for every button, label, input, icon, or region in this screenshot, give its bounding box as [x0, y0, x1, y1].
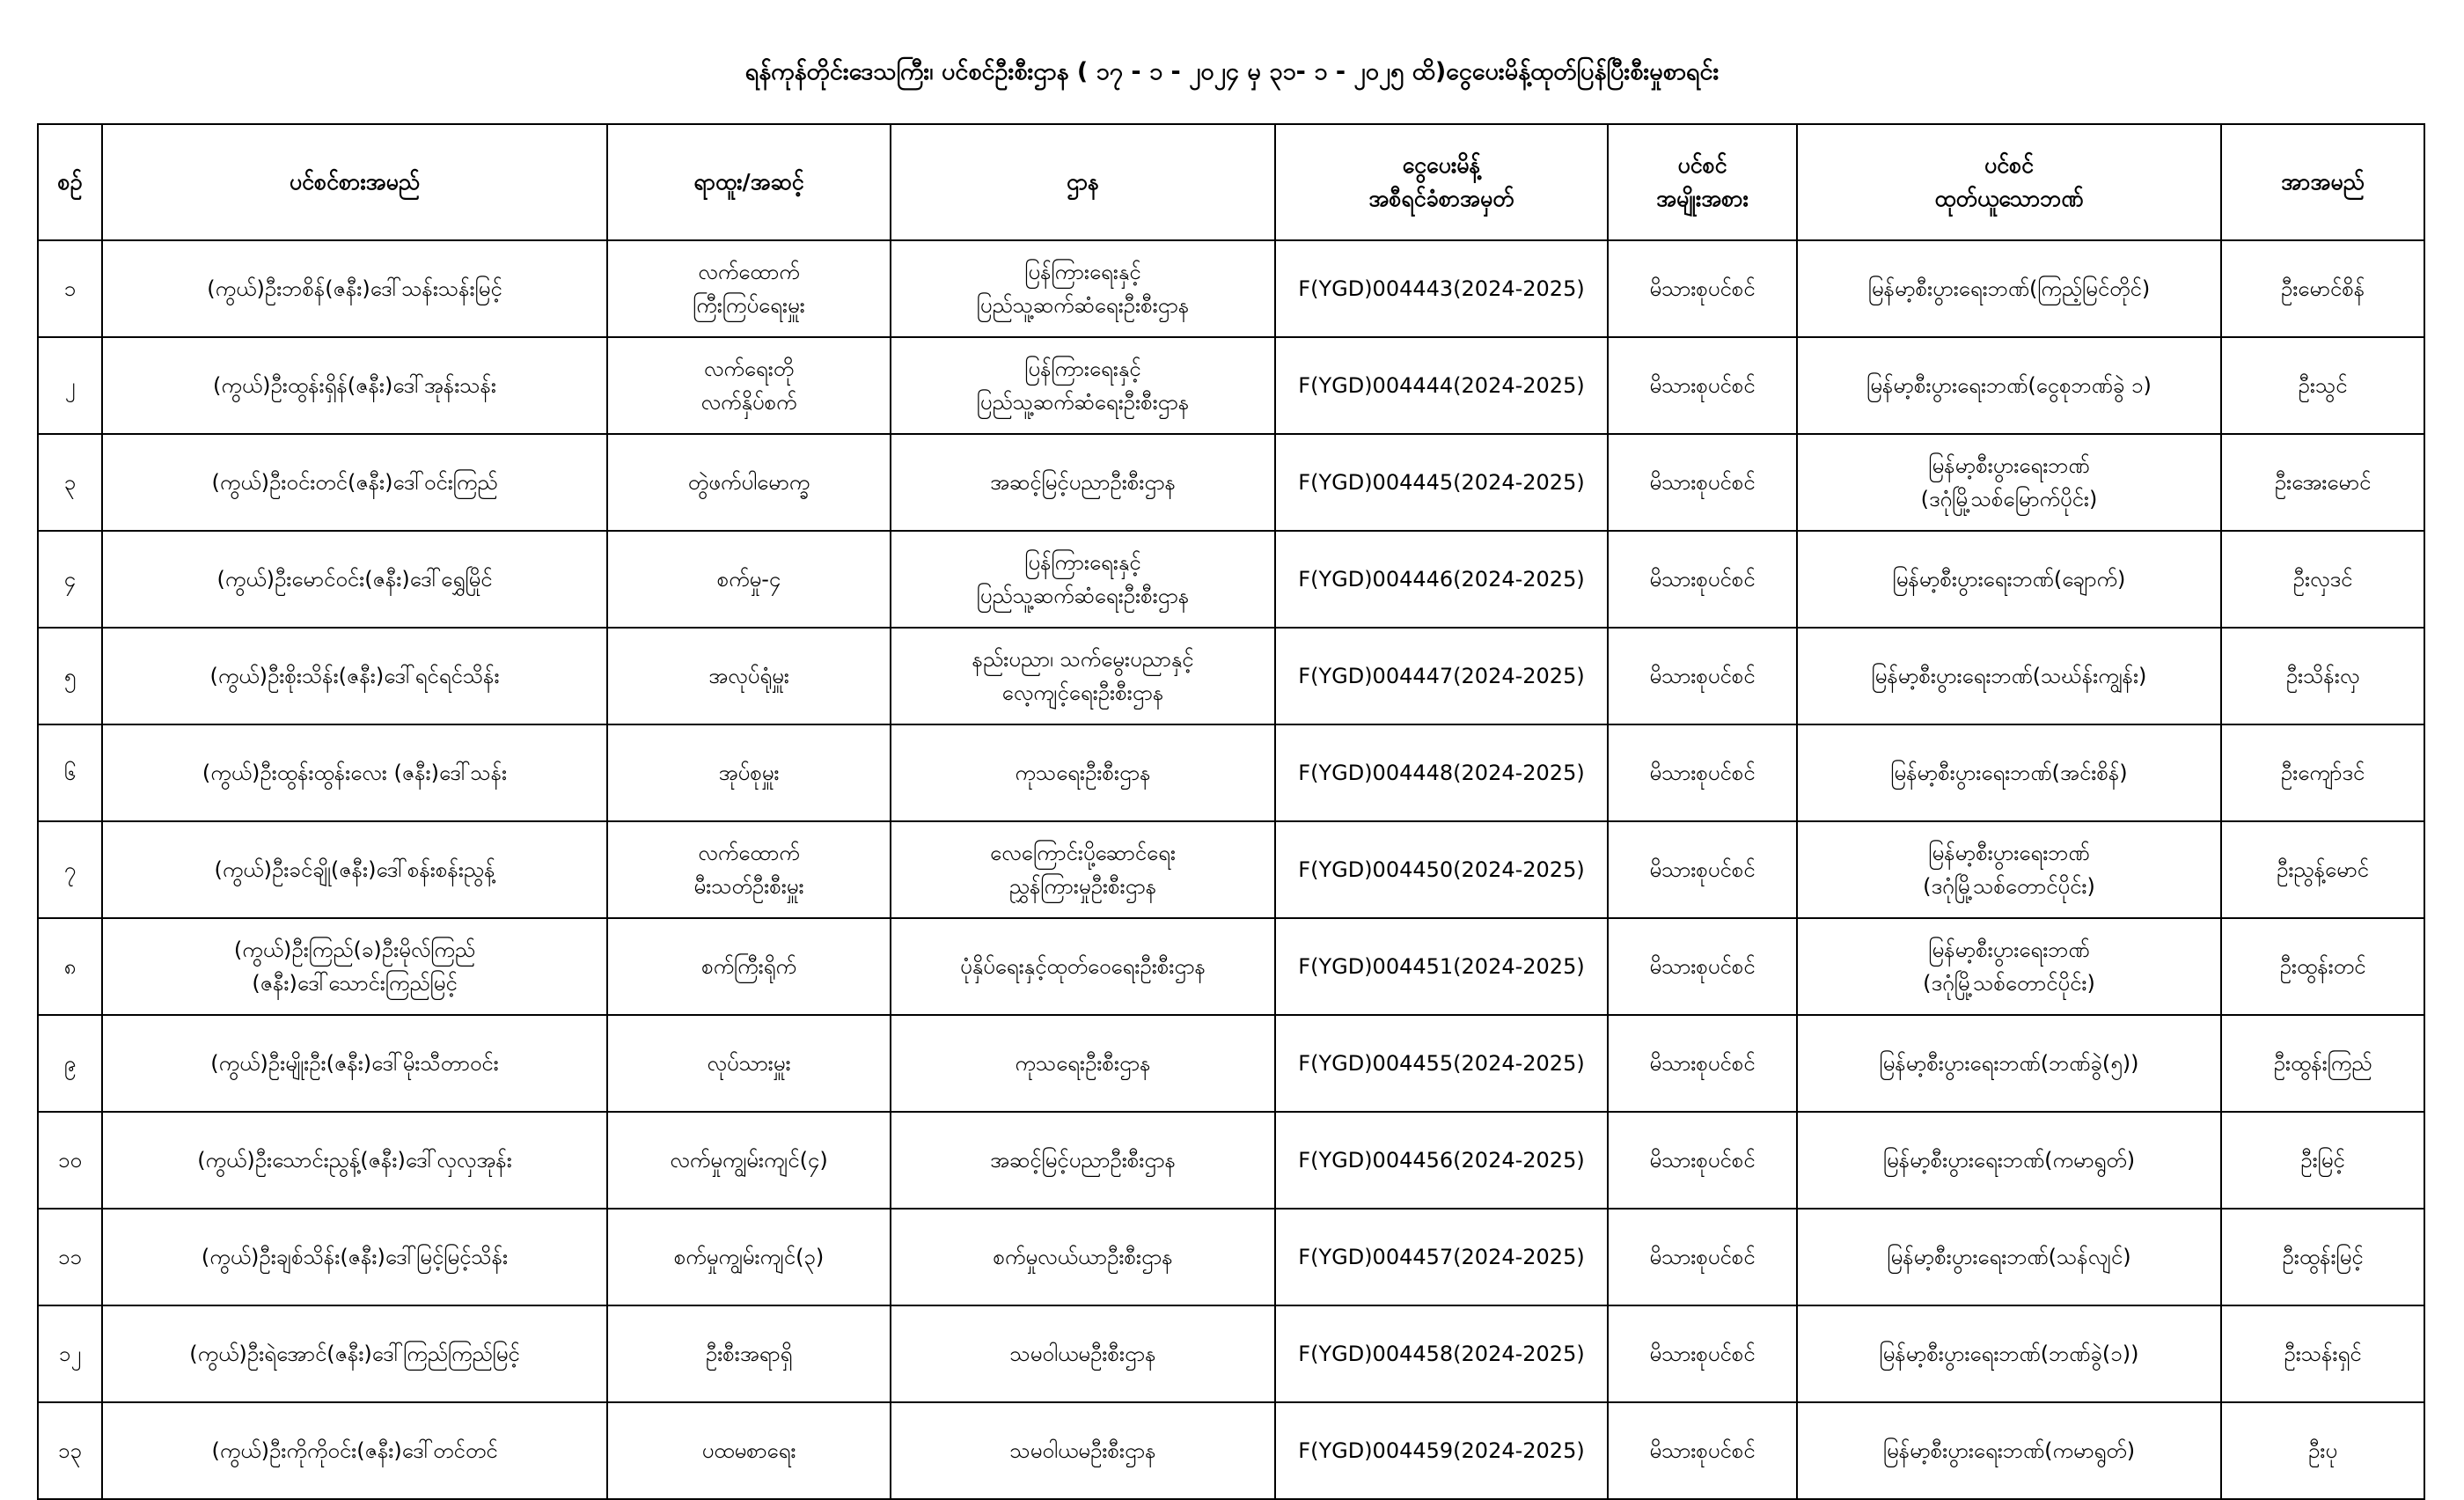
table-row — [38, 531, 2424, 628]
header-text: ဌာန — [1066, 169, 1100, 195]
payment-order-number-cell: F(YGD)004458(2024-2025) — [1275, 1305, 1608, 1402]
header-text: အမျိုးအစား — [1656, 186, 1749, 211]
department-cell — [891, 1305, 1275, 1402]
table-row — [38, 1209, 2424, 1305]
table-row — [38, 1402, 2424, 1499]
rank-cell — [607, 1402, 891, 1499]
rank-cell — [607, 1305, 891, 1402]
rank-cell — [607, 1112, 891, 1209]
cell-text-line: လေကြောင်းပို့ဆောင်ရေး — [990, 841, 1176, 865]
table-row — [38, 918, 2424, 1015]
header-bank — [1797, 124, 2221, 240]
department-cell — [891, 1015, 1275, 1112]
pensioner-name-cell — [102, 628, 607, 724]
bank-cell — [1797, 240, 2221, 337]
header-text: ပင်စင် — [1984, 152, 2035, 178]
cell-text-line: မြန်မာ့စီးပွားရေးဘဏ် — [1928, 841, 2090, 865]
heir-name-cell: ဦးပု — [2221, 1402, 2424, 1499]
serial-number-cell: ၈ — [38, 918, 102, 1015]
cell-text-line: မြန်မာ့စီးပွားရေးဘဏ် — [1928, 938, 2090, 962]
payment-order-number-cell: F(YGD)004450(2024-2025) — [1275, 821, 1608, 918]
serial-number-cell: ၁၂ — [38, 1305, 102, 1402]
cell-text-line: မြန်မာ့စီးပွားရေးဘဏ်(ကြည့်မြင်တိုင်) — [1867, 276, 2151, 301]
cell-text-line: လုပ်သားမှူး — [707, 1051, 791, 1076]
table-row — [38, 821, 2424, 918]
payment-order-number-cell: F(YGD)004457(2024-2025) — [1275, 1209, 1608, 1305]
department-cell — [891, 434, 1275, 531]
rank-cell — [607, 434, 891, 531]
department-cell — [891, 724, 1275, 821]
pension-type-cell: မိသားစုပင်စင် — [1608, 1209, 1797, 1305]
cell-text-line: အဆင့်မြင့်ပညာဦးစီးဌာန — [990, 470, 1176, 495]
cell-text-line: မြန်မာ့စီးပွားရေးဘဏ်(သန်လျင်) — [1887, 1245, 2131, 1269]
rank-cell — [607, 240, 891, 337]
cell-text-line: အဆင့်မြင့်ပညာဦးစီးဌာန — [990, 1148, 1176, 1173]
cell-text-line: လက်ထောက် — [698, 841, 800, 865]
pension-type-cell: မိသားစုပင်စင် — [1608, 821, 1797, 918]
cell-text-line: ဦးစီးအရာရှိ — [705, 1342, 793, 1366]
cell-text-line: သမဝါယမဦးစီးဌာန — [1009, 1342, 1156, 1366]
table-row — [38, 337, 2424, 434]
cell-text-line: (ဇနီး)ဒေါ်သောင်းကြည်မြင့် — [252, 971, 458, 996]
cell-text-line: မြန်မာ့စီးပွားရေးဘဏ်(ချောက်) — [1892, 567, 2126, 592]
cell-text-line: ပြည်သူ့ဆက်ဆံရေးဦးစီးဌာန — [976, 584, 1190, 608]
cell-text-line: (ကွယ်)ဦးချစ်သိန်း(ဇနီး)ဒေါ်မြင့်မြင့်သိန်း — [201, 1245, 509, 1269]
department-cell — [891, 1112, 1275, 1209]
serial-number-cell: ၂ — [38, 337, 102, 434]
pension-type-cell: မိသားစုပင်စင် — [1608, 337, 1797, 434]
cell-text-line: သမဝါယမဦးစီးဌာန — [1009, 1438, 1156, 1463]
pension-type-cell: မိသားစုပင်စင် — [1608, 918, 1797, 1015]
payment-order-number-cell: F(YGD)004444(2024-2025) — [1275, 337, 1608, 434]
pensioner-name-cell — [102, 821, 607, 918]
cell-text-line: (ဒဂုံမြို့သစ်တောင်ပိုင်း) — [1923, 874, 2095, 899]
table-row — [38, 1112, 2424, 1209]
cell-text-line: မြန်မာ့စီးပွားရေးဘဏ်(ဘဏ်ခွဲ(၅)) — [1879, 1051, 2139, 1076]
cell-text-line: စက်မှုလယ်ယာဦးစီးဌာန — [993, 1245, 1173, 1269]
cell-text-line: ပြန်ကြားရေးနှင့် — [1024, 357, 1141, 381]
pensioner-name-cell — [102, 918, 607, 1015]
table-row — [38, 434, 2424, 531]
cell-text-line: လက်မှုကျွမ်းကျင်(၄) — [670, 1148, 828, 1173]
cell-text-line: မီးသတ်ဦးစီးမှူး — [693, 874, 804, 899]
table-row — [38, 628, 2424, 724]
department-cell — [891, 628, 1275, 724]
pension-type-cell: မိသားစုပင်စင် — [1608, 1402, 1797, 1499]
bank-cell — [1797, 434, 2221, 531]
bank-cell — [1797, 628, 2221, 724]
header-payment-order-number — [1275, 124, 1608, 240]
heir-name-cell: ဦးကျော်ဒင် — [2221, 724, 2424, 821]
cell-text-line: ပထမစာရေး — [701, 1438, 796, 1463]
bank-cell — [1797, 918, 2221, 1015]
payment-order-number-cell: F(YGD)004443(2024-2025) — [1275, 240, 1608, 337]
rank-cell — [607, 531, 891, 628]
cell-text-line: ပုံနှိပ်ရေးနှင့်ထုတ်ဝေရေးဦးစီးဌာန — [960, 954, 1206, 979]
cell-text-line: (ကွယ်)ဦးစိုးသိန်း(ဇနီး)ဒေါ်ရင်ရင်သိန်း — [209, 664, 500, 688]
serial-number-cell: ၇ — [38, 821, 102, 918]
cell-text-line: (ကွယ်)ဦးသောင်းညွန့်(ဇနီး)ဒေါ်လှလှအုန်း — [197, 1148, 512, 1173]
table-body — [38, 240, 2424, 1499]
cell-text-line: မြန်မာ့စီးပွားရေးဘဏ်(အင်းစိန်) — [1890, 761, 2128, 785]
cell-text-line: အုပ်စုမှူး — [718, 761, 780, 785]
payment-order-number-cell: F(YGD)004446(2024-2025) — [1275, 531, 1608, 628]
heir-name-cell: ဦးထွန်းကြည် — [2221, 1015, 2424, 1112]
cell-text-line: (ကွယ်)ဦးဘစိန်(ဇနီး)ဒေါ်သန်းသန်းမြင့် — [207, 276, 502, 301]
payment-order-number-cell: F(YGD)004448(2024-2025) — [1275, 724, 1608, 821]
cell-text-line: ပြန်ကြားရေးနှင့် — [1024, 260, 1141, 284]
pensioner-name-cell — [102, 240, 607, 337]
cell-text-line: တွဲဖက်ပါမောက္ခ — [687, 470, 810, 495]
cell-text-line: (ဒဂုံမြို့သစ်မြောက်ပိုင်း) — [1920, 487, 2098, 511]
heir-name-cell: ဦးထွန်းတင် — [2221, 918, 2424, 1015]
header-heir-name — [2221, 124, 2424, 240]
heir-name-cell: ဦးလှဒင် — [2221, 531, 2424, 628]
cell-text-line: ညွှန်ကြားမှုဦးစီးဌာန — [1008, 874, 1157, 899]
rank-cell — [607, 628, 891, 724]
bank-cell — [1797, 1402, 2221, 1499]
heir-name-cell: ဦးထွန်းမြင့် — [2221, 1209, 2424, 1305]
payment-order-number-cell: F(YGD)004459(2024-2025) — [1275, 1402, 1608, 1499]
serial-number-cell: ၉ — [38, 1015, 102, 1112]
cell-text-line: မြန်မာ့စီးပွားရေးဘဏ် — [1928, 453, 2090, 478]
cell-text-line: မြန်မာ့စီးပွားရေးဘဏ်(ဘဏ်ခွဲ(၁)) — [1879, 1342, 2139, 1366]
pensioner-name-cell — [102, 724, 607, 821]
heir-name-cell: ဦးသန်းရှင် — [2221, 1305, 2424, 1402]
header-text: အစီရင်ခံစာအမှတ် — [1368, 186, 1514, 211]
department-cell — [891, 1402, 1275, 1499]
heir-name-cell: ဦးသွင် — [2221, 337, 2424, 434]
pension-type-cell: မိသားစုပင်စင် — [1608, 1112, 1797, 1209]
pension-type-cell: မိသားစုပင်စင် — [1608, 1305, 1797, 1402]
bank-cell — [1797, 531, 2221, 628]
cell-text-line: စက်မှုကျွမ်းကျင်(၃) — [673, 1245, 825, 1269]
pensioner-name-cell — [102, 1112, 607, 1209]
bank-cell — [1797, 1015, 2221, 1112]
cell-text-line: (ကွယ်)ဦးထွန်းထွန်းလေး (ဇနီး)ဒေါ်သန်း — [202, 761, 508, 785]
header-pensioner-name — [102, 124, 607, 240]
rank-cell — [607, 918, 891, 1015]
header-text: ရာထူး/အဆင့် — [693, 169, 804, 195]
serial-number-cell: ၅ — [38, 628, 102, 724]
department-cell — [891, 531, 1275, 628]
payment-order-number-cell: F(YGD)004456(2024-2025) — [1275, 1112, 1608, 1209]
table-header-row — [38, 124, 2424, 240]
header-text: ထုတ်ယူသောဘဏ် — [1934, 186, 2084, 211]
cell-text-line: (ကွယ်)ဦးကြည်(ခ)ဦးမိုလ်ကြည် — [233, 938, 476, 962]
pension-type-cell: မိသားစုပင်စင် — [1608, 240, 1797, 337]
department-cell — [891, 918, 1275, 1015]
cell-text-line: လက်နှိပ်စက် — [700, 390, 797, 415]
cell-text-line: ပြည်သူ့ဆက်ဆံရေးဦးစီးဌာန — [976, 293, 1190, 318]
cell-text-line: အလုပ်ရုံမှူး — [708, 664, 789, 688]
heir-name-cell: ဦးမြင့် — [2221, 1112, 2424, 1209]
cell-text-line: မြန်မာ့စီးပွားရေးဘဏ်(ငွေစုဘဏ်ခွဲ ၁) — [1866, 373, 2152, 398]
pensioner-name-cell — [102, 531, 607, 628]
payment-order-number-cell: F(YGD)004451(2024-2025) — [1275, 918, 1608, 1015]
header-department — [891, 124, 1275, 240]
pension-table — [37, 123, 2425, 1500]
cell-text-line: မြန်မာ့စီးပွားရေးဘဏ်(ကမာရွတ်) — [1882, 1438, 2136, 1463]
pension-type-cell: မိသားစုပင်စင် — [1608, 434, 1797, 531]
cell-text-line: (ကွယ်)ဦးမောင်ဝင်း(ဇနီး)ဒေါ်ရွှေမြိုင် — [216, 567, 493, 592]
header-rank — [607, 124, 891, 240]
bank-cell — [1797, 724, 2221, 821]
table-row — [38, 240, 2424, 337]
rank-cell — [607, 337, 891, 434]
cell-text-line: လေ့ကျင့်ရေးဦးစီးဌာန — [1001, 680, 1164, 705]
cell-text-line: (ကွယ်)ဦးကိုကိုဝင်း(ဇနီး)ဒေါ်တင်တင် — [211, 1438, 498, 1463]
cell-text-line: (ကွယ်)ဦးမျိုးဦး(ဇနီး)ဒေါ်မိုးသီတာဝင်း — [210, 1051, 499, 1076]
cell-text-line: နည်းပညာ၊ သက်မွေးပညာနှင့် — [972, 647, 1194, 672]
cell-text-line: (ကွယ်)ဦးဝင်းတင်(ဇနီး)ဒေါ်ဝင်းကြည် — [211, 470, 498, 495]
heir-name-cell: ဦးမောင်စိန် — [2221, 240, 2424, 337]
bank-cell — [1797, 1209, 2221, 1305]
header-text: ပင်စင်စားအမည် — [289, 169, 421, 195]
table-row — [38, 1015, 2424, 1112]
department-cell — [891, 1209, 1275, 1305]
department-cell — [891, 821, 1275, 918]
document-title: ရန်ကုန်တိုင်းဒေသကြီး၊ ပင်စင်ဦးစီးဌာန ( ၁၇ - ၁ - ၂၀၂၄ မှ ၃၁- ၁ - ၂၀၂၅ ထိ)ငွေပေးမိန့်ထုတ်ပြန်ပြီးစီးမှုစာရင်း — [744, 58, 1720, 85]
cell-text-line: လက်ရေးတို — [703, 357, 795, 381]
cell-text-line: ပြည်သူ့ဆက်ဆံရေးဦးစီးဌာန — [976, 390, 1190, 415]
cell-text-line: လက်ထောက် — [698, 260, 800, 284]
header-serial-number — [38, 124, 102, 240]
cell-text-line: မြန်မာ့စီးပွားရေးဘဏ်(သဃ်န်းကျွန်း) — [1871, 664, 2147, 688]
pension-type-cell: မိသားစုပင်စင် — [1608, 1015, 1797, 1112]
heir-name-cell: ဦးညွန့်မောင် — [2221, 821, 2424, 918]
pensioner-name-cell — [102, 337, 607, 434]
pensioner-name-cell — [102, 1305, 607, 1402]
cell-text-line: ကုသရေးဦးစီးဌာန — [1015, 1051, 1151, 1076]
payment-order-number-cell: F(YGD)004445(2024-2025) — [1275, 434, 1608, 531]
serial-number-cell: ၃ — [38, 434, 102, 531]
pension-type-cell: မိသားစုပင်စင် — [1608, 628, 1797, 724]
cell-text-line: ကြီးကြပ်ရေးမှူး — [693, 293, 805, 318]
cell-text-line: (ဒဂုံမြို့သစ်တောင်ပိုင်း) — [1923, 971, 2095, 996]
department-cell — [891, 337, 1275, 434]
cell-text-line: စက်ကြီးရိုက် — [701, 954, 796, 979]
cell-text-line: (ကွယ်)ဦးထွန်းရှိန်(ဇနီး)ဒေါ်အုန်းသန်း — [212, 373, 497, 398]
header-text: စဉ် — [57, 169, 83, 195]
rank-cell — [607, 724, 891, 821]
cell-text-line: (ကွယ်)ဦးခင်ချို(ဇနီး)ဒေါ်စန်းစန်းညွန့် — [214, 857, 495, 882]
pensioner-name-cell — [102, 1209, 607, 1305]
payment-order-number-cell: F(YGD)004447(2024-2025) — [1275, 628, 1608, 724]
cell-text-line: (ကွယ်)ဦးရဲအောင်(ဇနီး)ဒေါ်ကြည်ကြည်မြင့် — [189, 1342, 520, 1366]
bank-cell — [1797, 337, 2221, 434]
department-cell — [891, 240, 1275, 337]
serial-number-cell: ၄ — [38, 531, 102, 628]
cell-text-line: ပြန်ကြားရေးနှင့် — [1024, 550, 1141, 575]
table-row — [38, 1305, 2424, 1402]
rank-cell — [607, 1015, 891, 1112]
payment-order-number-cell: F(YGD)004455(2024-2025) — [1275, 1015, 1608, 1112]
bank-cell — [1797, 1305, 2221, 1402]
serial-number-cell: ၆ — [38, 724, 102, 821]
header-text: ငွေပေးမိန့် — [1402, 152, 1481, 178]
serial-number-cell: ၁၃ — [38, 1402, 102, 1499]
pension-type-cell: မိသားစုပင်စင် — [1608, 724, 1797, 821]
header-text: အာအမည် — [2281, 169, 2365, 195]
table-row — [38, 724, 2424, 821]
header-text: ပင်စင် — [1677, 152, 1727, 178]
header-pension-type — [1608, 124, 1797, 240]
serial-number-cell: ၁၁ — [38, 1209, 102, 1305]
heir-name-cell: ဦးအေးမောင် — [2221, 434, 2424, 531]
pensioner-name-cell — [102, 1015, 607, 1112]
pension-type-cell: မိသားစုပင်စင် — [1608, 531, 1797, 628]
cell-text-line: စက်မှု-၄ — [716, 567, 781, 592]
pensioner-name-cell — [102, 1402, 607, 1499]
rank-cell — [607, 821, 891, 918]
bank-cell — [1797, 821, 2221, 918]
cell-text-line: ကုသရေးဦးစီးဌာန — [1015, 761, 1151, 785]
cell-text-line: မြန်မာ့စီးပွားရေးဘဏ်(ကမာရွတ်) — [1882, 1148, 2136, 1173]
rank-cell — [607, 1209, 891, 1305]
bank-cell — [1797, 1112, 2221, 1209]
serial-number-cell: ၁ — [38, 240, 102, 337]
heir-name-cell: ဦးသိန်းလှ — [2221, 628, 2424, 724]
serial-number-cell: ၁၀ — [38, 1112, 102, 1209]
pensioner-name-cell — [102, 434, 607, 531]
